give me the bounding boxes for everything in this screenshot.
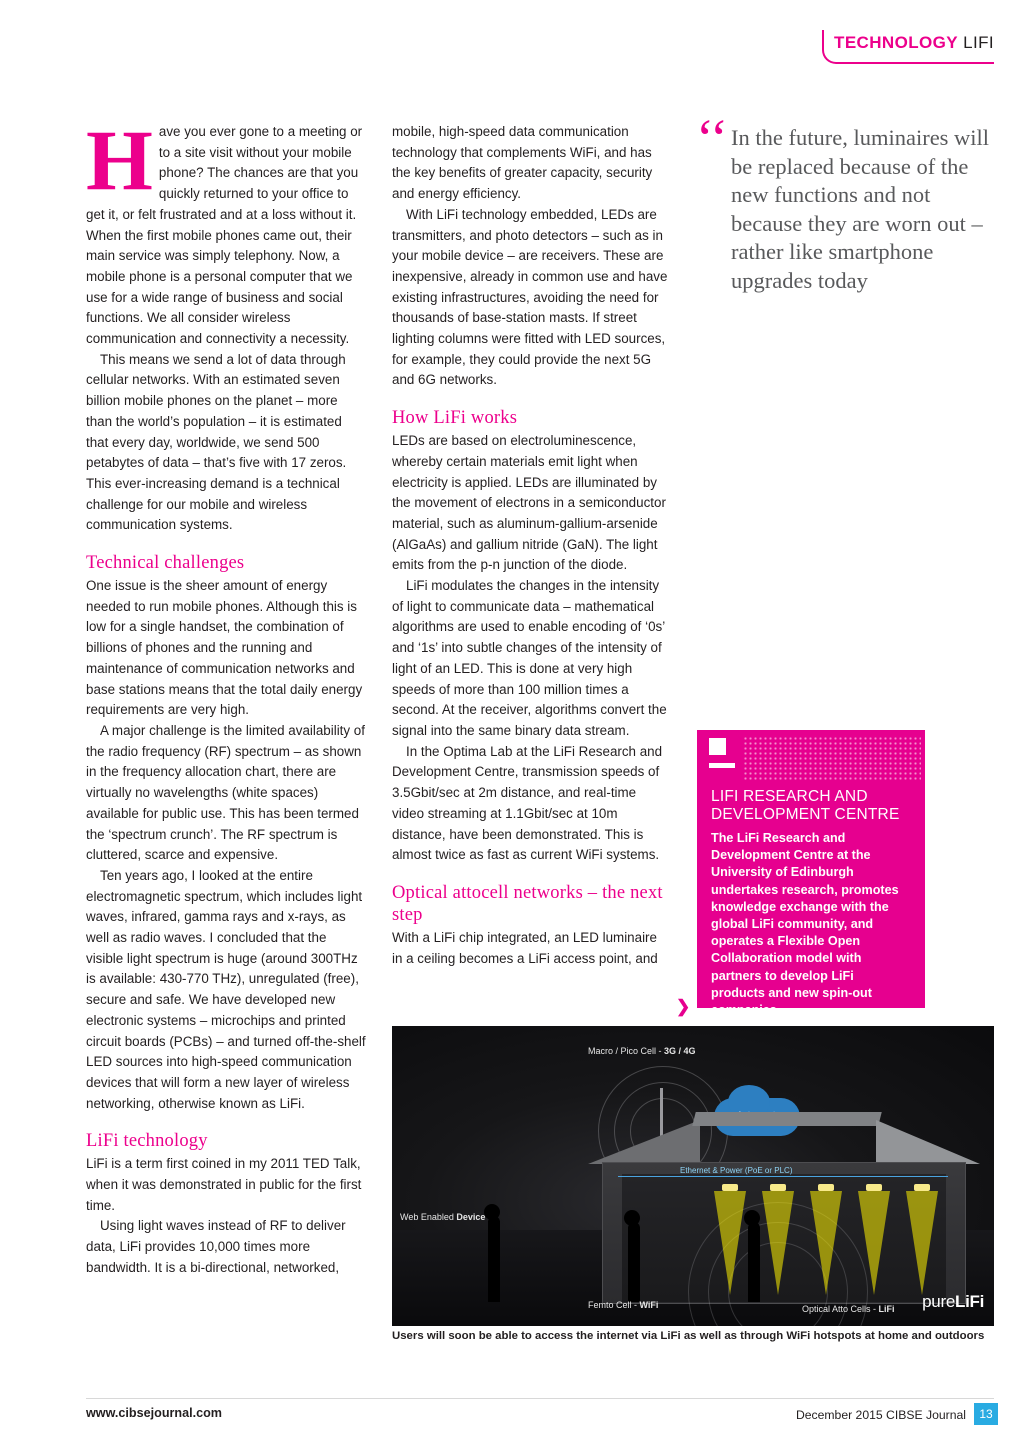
femto-label-bold: WiFi — [639, 1300, 659, 1310]
lamp-mark-icon — [709, 738, 735, 768]
footer-website[interactable]: www.cibsejournal.com — [86, 1406, 222, 1420]
light-beam — [906, 1191, 938, 1295]
footer-issue: December 2015 CIBSE Journal — [795, 1408, 966, 1422]
paragraph: With LiFi technology embedded, LEDs are transmitters, and photo detectors – such as in your mobile device – are receivers. These are inexpensive, already in common use and have existing infrastructures, avoiding the need for thousands of base-station masts. If street lighting columns were fitted with LED sources, for example, they could provide the next 5G and 6G networks. — [392, 206, 668, 388]
figure-label-atto-cells — [802, 1304, 895, 1314]
web-device-text: Web Enabled — [400, 1212, 457, 1222]
person-silhouette — [488, 1216, 500, 1302]
paragraph: In the Optima Lab at the LiFi Research and Development Centre, transmission speeds of 3.5Gbit/sec at 2m distance, and real-time video streaming at 1.1Gbit/sec at 10m distance, have been demonstrated. This is almost twice as fast as current WiFi systems. — [392, 743, 663, 863]
figure-caption: Users will soon be able to access the internet via LiFi as well as through WiFi hotspots at home and outdoors — [392, 1330, 985, 1342]
ethernet-power-label — [680, 1166, 793, 1175]
figure-lifi-diagram — [392, 1026, 994, 1326]
dot-pattern-graphic — [743, 736, 921, 782]
person-silhouette — [484, 1204, 500, 1220]
page-header — [0, 0, 1024, 66]
section-heading-technical-challenges: Technical challenges — [86, 553, 245, 574]
quote-mark-icon: ‘‘ — [696, 108, 728, 168]
light-beam — [714, 1191, 746, 1295]
pull-quote — [696, 108, 997, 295]
paragraph: LiFi is a term first coined in my 2011 TED Talk, when it was demonstrated in public for the first time. — [86, 1156, 362, 1213]
section-heading-lifi-technology: LiFi technology — [86, 1131, 208, 1152]
paragraph: LiFi modulates the changes in the intensity of light to communicate data – mathematical algorithms are used to enable encoding of ‘0s’ and ‘1s’ into subtle changes of the intensity of light of an LED. This is done at very high speeds of more than 100 million times a second. At the receiver, algorithms convert the signal into the same binary data stream. — [392, 578, 667, 738]
continuation-arrow-icon: ❯ — [676, 997, 691, 1016]
paragraph: A major challenge is the limited availability of the radio frequency (RF) spectrum – as shown in the frequency allocation chart, there are virtually no wavelengths (white spaces) available for public use. This has been termed the ‘spectrum crunch’. The RF spectrum is cluttered, scarce and expensive. — [86, 722, 365, 863]
macro-label-text: Macro / Pico Cell - — [588, 1046, 665, 1056]
paragraph: LEDs are based on electroluminescence, whereby certain materials emit light when electricity is applied. LEDs are illuminated by the movement of electrons in a semiconductor material, such as aluminum-gallium-arsenide (AlGaAs) and gallium nitride (GaN). The light emits from the p-n junction of the diode. — [392, 433, 666, 573]
led-luminaire — [914, 1184, 930, 1191]
info-box-lifi-research-centre — [697, 730, 925, 1018]
info-box-body: The LiFi Research and Development Centre at the University of Edinburgh undertakes research, promotes knowledge exchange with the global LiFi community, and operates a Flexible Open Collaboration model with partners to develop LiFi products and new spin-out companies. — [711, 831, 899, 1018]
page-title — [834, 33, 994, 53]
led-luminaire — [866, 1184, 882, 1191]
figure-label-femto-cell — [588, 1300, 658, 1310]
atto-label-bold: LiFi — [878, 1304, 895, 1314]
led-luminaire — [818, 1184, 834, 1191]
paragraph: One issue is the sheer amount of energy needed to run mobile phones. Although this is low for a single handset, the combination of billions of phones and the running and maintenance of communication networks and base stations means that the total daily energy requirements are very high. — [86, 578, 363, 718]
pull-quote-text: In the future, luminaires will be replaced because of the new functions and not because they are worn out – rather like smartphone upgrades today — [731, 125, 990, 293]
led-luminaire — [770, 1184, 786, 1191]
ethernet-power-text: Ethernet & Power (PoE or PLC) — [680, 1166, 793, 1175]
light-beam — [810, 1191, 842, 1295]
paragraph: Ten years ago, I looked at the entire electromagnetic spectrum, which includes light waves, infrared, gamma rays and x-rays, as well as radio waves. I concluded that the visible light spectrum is huge (around 300THz is available: 430-770 THz), unregulated (free), secure and safe. We have developed new electronic systems – microchips and printed circuit boards (PCBs) – and turned off-the-shelf LED sources into high-speed communication devices that will form a new layer of wireless networking, otherwise known as LiFi. — [86, 867, 366, 1111]
light-beam — [858, 1191, 890, 1295]
purelifi-logo — [922, 1292, 984, 1312]
body-column-1 — [86, 112, 366, 1279]
macro-label-bold: 3G / 4G — [664, 1046, 696, 1056]
person-silhouette — [744, 1210, 760, 1226]
purelifi-pre: pure — [922, 1292, 955, 1311]
header-topic: LIFI — [963, 33, 994, 52]
paragraph: Using light waves instead of RF to deliver data, LiFi provides 10,000 times more bandwidth. It is a bi-directional, networked, — [86, 1218, 346, 1275]
atto-label-text: Optical Atto Cells - — [802, 1304, 879, 1314]
femto-label-text: Femto Cell - — [588, 1300, 640, 1310]
person-silhouette — [624, 1210, 640, 1226]
paragraph: mobile, high-speed data communication technology that complements WiFi, and has the key benefits of greater capacity, security and energy efficiency. — [392, 124, 653, 202]
drop-cap: H — [86, 112, 153, 208]
paragraph-text: ave you ever gone to a meeting or to a site visit without your mobile phone? The chances are that you quickly returned to your office to get it, or felt frustrated and at a loss without it. When the first mobile phones came out, their main service was simply telephony. Now, a mobile phone is a personal computer that we use for a wide range of business and social functions. We all consider wireless communication and connectivity a necessity. — [86, 124, 363, 347]
body-column-2 — [392, 122, 670, 969]
led-luminaire — [722, 1184, 738, 1191]
paragraph: This means we send a lot of data through cellular networks. With an estimated seven billion mobile phones on the planet – more than the world’s population – it is estimated that every day, worldwide, we send 500 petabytes of data – that’s five with 17 zeros. This ever-increasing demand is a technical challenge for our mobile and wireless communication systems. — [86, 351, 347, 533]
header-category: TECHNOLOGY — [834, 33, 958, 52]
light-beam — [762, 1191, 794, 1295]
figure-label-web-device — [400, 1212, 485, 1222]
person-silhouette — [748, 1222, 760, 1302]
paragraph — [86, 112, 366, 350]
ethernet-power-line — [618, 1176, 948, 1177]
web-device-bold: Device — [456, 1212, 486, 1222]
info-box-title: LIFI RESEARCH AND DEVELOPMENT CENTRE — [711, 788, 900, 823]
purelifi-post: LiFi — [954, 1292, 984, 1311]
paragraph: With a LiFi chip integrated, an LED luminaire in a ceiling becomes a LiFi access point, and — [392, 929, 658, 966]
info-box-header-graphic — [697, 730, 925, 786]
section-heading-how-lifi-works: How LiFi works — [392, 408, 518, 429]
section-heading-optical-attocell: Optical attocell networks – the next step — [392, 882, 663, 925]
person-silhouette — [628, 1222, 640, 1302]
page-number: 13 — [974, 1403, 998, 1425]
footer-divider — [86, 1398, 994, 1399]
figure-label-macro-cell — [588, 1046, 696, 1056]
